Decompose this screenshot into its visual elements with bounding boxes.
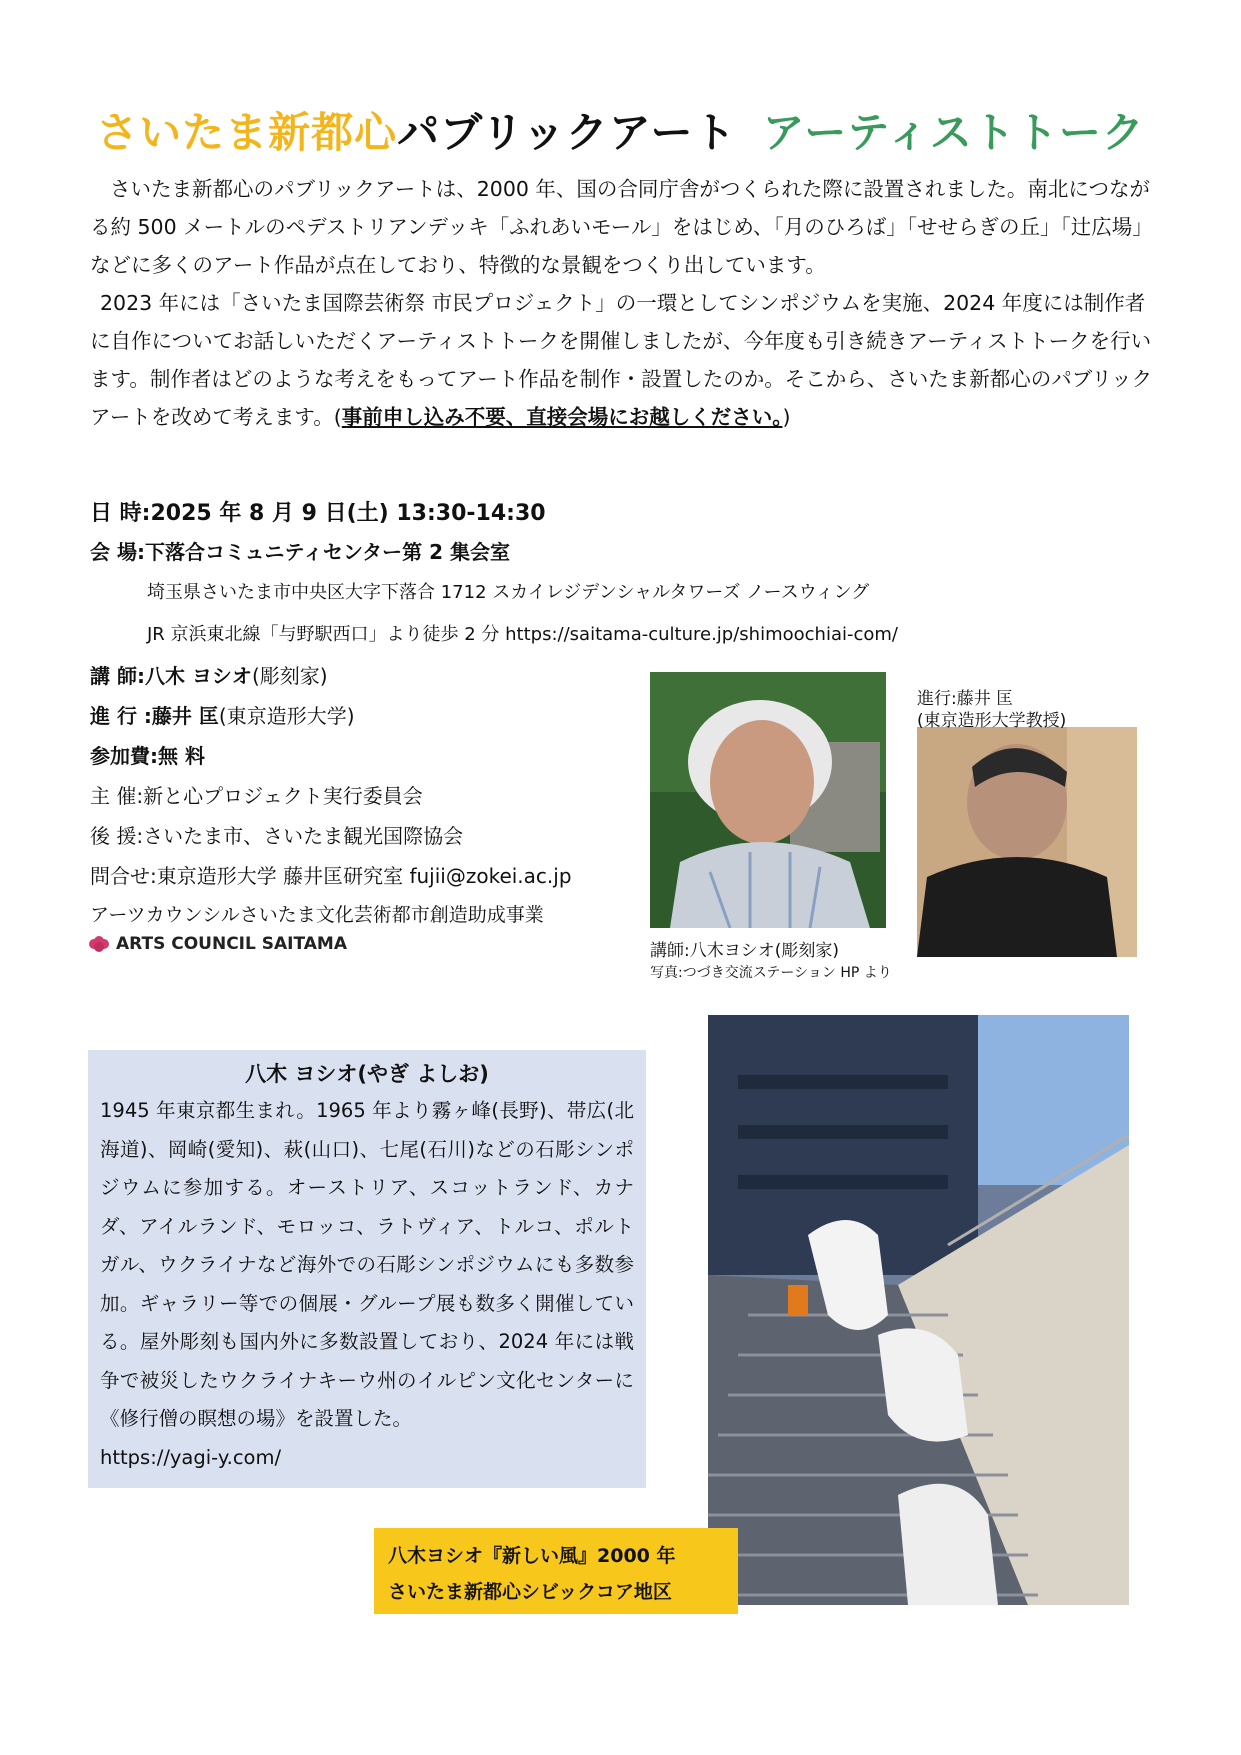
event-moderator	[90, 700, 355, 729]
moderator-photo	[917, 727, 1137, 957]
event-lecturer	[90, 660, 328, 689]
intro-text	[90, 170, 1155, 436]
artwork-caption-line2: さいたま新都心シビックコア地区	[388, 1581, 672, 1603]
arts-council-text: ARTS COUNCIL SAITAMA	[116, 934, 347, 954]
lecturer-photo-credit: 写真:つづき交流ステーション HP より	[650, 965, 892, 981]
intro-para2-text: 2023 年には「さいたま国際芸術祭 市民プロジェクト」の一環としてシンポジウムを実施、2024 年度には制作者に自作についてお話しいただくアーティストトークを開催しましたが、今年度も引き続きアーティストトークを行います。制作者はどのような考えをもってアート作品を制作・設置したのか。そこから、さいたま新都心のパブリックアートを改めて考えます。(	[90, 291, 1153, 429]
title-part3: アーティストトーク	[762, 108, 1145, 157]
intro-paragraph-1	[90, 170, 1155, 284]
page-title	[0, 100, 1241, 160]
title-part1: さいたま新都心	[96, 108, 398, 157]
bio-box	[88, 1050, 646, 1488]
moderator-label: 進 行 :藤井 匡	[90, 704, 219, 728]
event-access: JR 京浜東北線「与野駅西口」より徒歩 2 分 https://saitama-culture.jp/shimoochiai-com/	[147, 624, 898, 645]
artwork-caption-box	[374, 1528, 738, 1614]
event-venue: 会 場:下落合コミュニティセンター第 2 集会室	[90, 540, 511, 564]
flower-logo-icon	[88, 935, 110, 953]
event-grant: アーツカウンシルさいたま文化芸術都市創造助成事業	[90, 904, 544, 926]
intro-para2-end: )	[782, 405, 791, 429]
title-part2: パブリックアート	[397, 108, 737, 157]
bio-title: 八木 ヨシオ(やぎ よしお)	[245, 1062, 489, 1086]
intro-paragraph-2	[90, 284, 1155, 436]
intro-notice: 事前申し込み不要、直接会場にお越しください。	[341, 405, 783, 429]
artwork-photo	[708, 1015, 1129, 1605]
moderator-caption-1: 進行:藤井 匡	[917, 689, 1014, 709]
moderator-role: (東京造形大学)	[218, 704, 355, 728]
event-date: 日 時:2025 年 8 月 9 日(土) 13:30-14:30	[90, 501, 546, 526]
lecturer-photo	[650, 672, 886, 928]
event-fee: 参加費:無 料	[90, 744, 205, 768]
artwork-staircase-image	[708, 1015, 1129, 1605]
lecturer-label: 講 師:八木 ヨシオ	[90, 664, 252, 688]
lecturer-role: (彫刻家)	[251, 664, 328, 688]
event-support: 後 援:さいたま市、さいたま観光国際協会	[90, 824, 464, 848]
moderator-portrait-image	[917, 727, 1137, 957]
intro-para1-text: さいたま新都心のパブリックアートは、2000 年、国の合同庁舎がつくられた際に設置されました。南北につながる約 500 メートルのペデストリアンデッキ「ふれあいモール」をはじめ、「月のひろば」「せせらぎの丘」「辻広場」などに多くのアート作品が点在しており、特徴的な景観をつくり出しています。	[90, 177, 1153, 277]
lecturer-portrait-image	[650, 672, 886, 928]
event-contact[interactable]: 問合せ:東京造形大学 藤井匡研究室 fujii@zokei.ac.jp	[90, 864, 572, 888]
event-organizer: 主 催:新と心プロジェクト実行委員会	[90, 784, 423, 808]
lecturer-caption: 講師:八木ヨシオ(彫刻家)	[650, 941, 839, 961]
bio-url[interactable]: https://yagi-y.com/	[100, 1445, 282, 1469]
artwork-caption-line1: 八木ヨシオ『新しい風』2000 年	[388, 1545, 676, 1567]
bio-text: 1945 年東京都生まれ。1965 年より霧ヶ峰(長野)、帯広(北海道)、岡崎(愛知)、萩(山口)、七尾(石川)などの石彫シンポジウムに参加する。オーストリア、スコットランド、カナダ、アイルランド、モロッコ、ラトヴィア、トルコ、ポルトガル、ウクライナなど海外での石彫シンポジウムにも多数参加。ギャラリー等での個展・グループ展も数多く開催している。屋外彫刻も国内外に多数設置しており、2024 年には戦争で被災したウクライナキーウ州のイルピン文化センターに《修行僧の瞑想の場》を設置した。	[100, 1099, 634, 1430]
event-address: 埼玉県さいたま市中央区大字下落合 1712 スカイレジデンシャルタワーズ ノースウィング	[147, 582, 870, 603]
arts-council-logo	[88, 934, 347, 954]
moderator-caption-2: (東京造形大学教授)	[917, 711, 1067, 731]
